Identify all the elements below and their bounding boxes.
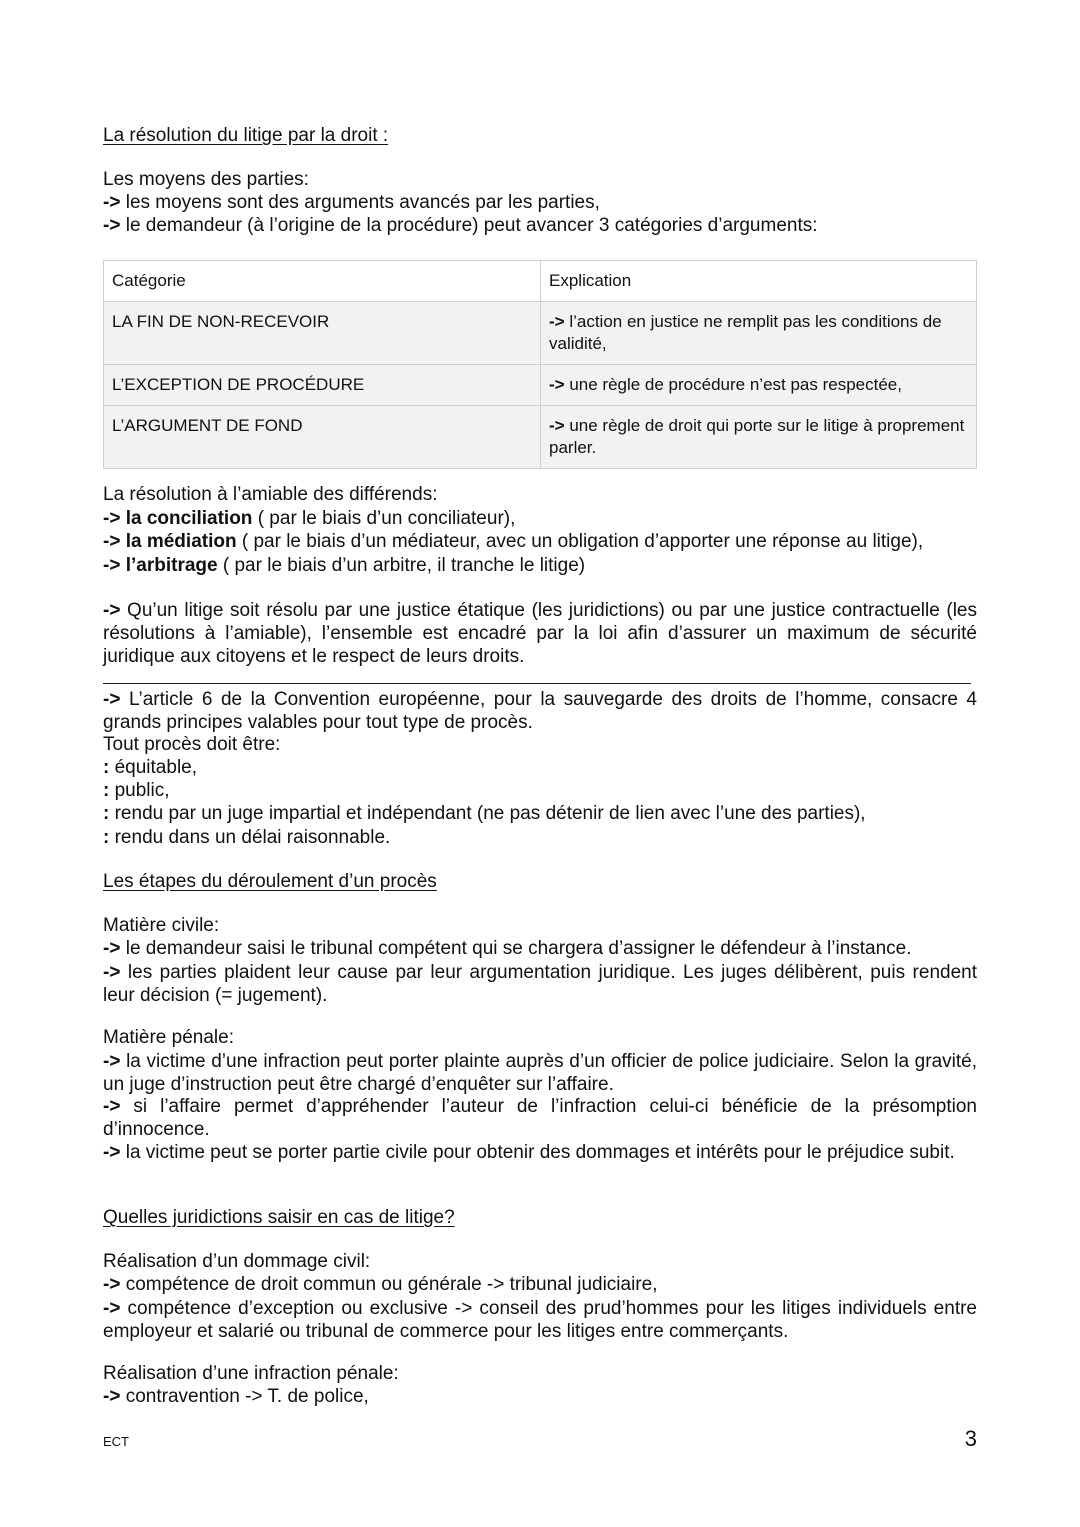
- civile-line-1: -> le demandeur saisi le tribunal compétent qui se chargera d’assigner le défendeur à l’instance.: [103, 938, 912, 959]
- principle-item: : équitable,: [103, 757, 198, 778]
- civile-line-2: -> les parties plaident leur cause par leur argumentation juridique. Les juges délibèrent, puis rendent leur décision (= jugement).: [103, 962, 977, 1006]
- table-cell-category: L’ARGUMENT DE FOND: [104, 406, 541, 469]
- moyens-intro: Les moyens des parties:: [103, 169, 309, 190]
- arrow-marker: ->: [549, 375, 565, 394]
- dommage-line-2: -> compétence d’exception ou exclusive -> conseil des prud’hommes pour les litiges individuels entre employeur et salarié ou tribunal de commerce pour les litiges entre commerçants.: [103, 1298, 977, 1342]
- penale-line-1: -> la victime d’une infraction peut porter plainte auprès d’un officier de police judiciaire. Selon la gravité, un juge d’instruction peut être chargé d’enquêter sur l’affaire.: [103, 1051, 977, 1095]
- table-row: [104, 406, 977, 469]
- justice-paragraph: -> Qu’un litige soit résolu par une justice étatique (les juridictions) ou par une justice contractuelle (les résolutions à l’amiable), l’ensemble est encadré par la loi afin d’assurer un maximum de sécurité juridique aux citoyens et le respect de leurs droits.: [103, 600, 977, 667]
- table-cell-explanation: -> l’action en justice ne remplit pas les conditions de validité,: [541, 302, 977, 365]
- amiable-item-arbitrage: -> l’arbitrage ( par le biais d’un arbitre, il tranche le litige): [103, 555, 586, 576]
- table-cell-explanation: -> une règle de procédure n’est pas respectée,: [541, 365, 977, 406]
- arrow-marker: ->: [103, 938, 121, 959]
- colon-marker: :: [103, 803, 110, 824]
- moyens-line-1: -> les moyens sont des arguments avancés par les parties,: [103, 192, 600, 213]
- principle-item: : public,: [103, 780, 170, 801]
- arrow-marker: ->: [103, 962, 121, 983]
- arrow-marker: ->: [103, 1142, 121, 1163]
- footer-label: ECT: [103, 1434, 129, 1449]
- table-header-row: [104, 261, 977, 302]
- article-6-paragraph: -> L’article 6 de la Convention européenne, pour la sauvegarde des droits de l’homme, consacre 4 grands principes valables pour tout type de procès.: [103, 689, 977, 733]
- section-title-resolution: La résolution du litige par la droit :: [103, 125, 389, 146]
- colon-marker: :: [103, 780, 110, 801]
- arguments-table: [103, 260, 977, 469]
- dommage-line-1: -> compétence de droit commun ou générale -> tribunal judiciaire,: [103, 1274, 658, 1295]
- infraction-penale-heading: Réalisation d’une infraction pénale:: [103, 1363, 399, 1384]
- penale-line-2: -> si l’affaire permet d’appréhender l’auteur de l’infraction celui-ci bénéficie de la présomption d’innocence.: [103, 1096, 977, 1140]
- horizontal-divider: [103, 683, 971, 684]
- section-title-juridictions: Quelles juridictions saisir en cas de litige?: [103, 1207, 455, 1228]
- arrow-marker: ->: [103, 1096, 121, 1117]
- infraction-line-1: -> contravention -> T. de police,: [103, 1386, 369, 1407]
- arrow-marker: ->: [103, 215, 121, 236]
- arrow-marker: ->: [103, 531, 121, 552]
- arrow-marker: ->: [103, 1298, 121, 1319]
- amiable-item-mediation: -> la médiation ( par le biais d’un médiateur, avec un obligation d’apporter une réponse au litige),: [103, 531, 924, 552]
- dommage-civil-heading: Réalisation d’un dommage civil:: [103, 1251, 371, 1272]
- arrow-marker: ->: [103, 192, 121, 213]
- arrow-marker: ->: [549, 312, 565, 331]
- penale-line-3: -> la victime peut se porter partie civile pour obtenir des dommages et intérêts pour le préjudice subit.: [103, 1142, 955, 1163]
- page-number: 3: [964, 1426, 977, 1451]
- arrow-marker: ->: [103, 508, 121, 529]
- colon-marker: :: [103, 757, 110, 778]
- table-cell-category: LA FIN DE NON-RECEVOIR: [104, 302, 541, 365]
- moyens-line-2: -> le demandeur (à l’origine de la procédure) peut avancer 3 catégories d’arguments:: [103, 215, 818, 236]
- table-header-explication: Explication: [541, 261, 977, 302]
- arrow-marker: ->: [103, 689, 121, 710]
- colon-marker: :: [103, 827, 110, 848]
- table-row: [104, 302, 977, 365]
- matiere-civile-heading: Matière civile:: [103, 915, 220, 936]
- principle-item: : rendu dans un délai raisonnable.: [103, 827, 391, 848]
- table-header-categorie: Catégorie: [104, 261, 541, 302]
- arrow-marker: ->: [103, 1051, 121, 1072]
- amiable-item-conciliation: -> la conciliation ( par le biais d’un conciliateur),: [103, 508, 516, 529]
- table-cell-explanation: -> une règle de droit qui porte sur le litige à proprement parler.: [541, 406, 977, 469]
- proces-intro: Tout procès doit être:: [103, 734, 281, 755]
- matiere-penale-heading: Matière pénale:: [103, 1027, 234, 1048]
- arrow-marker: ->: [549, 416, 565, 435]
- arrow-marker: ->: [103, 600, 121, 621]
- section-title-etapes: Les étapes du déroulement d’un procès: [103, 871, 437, 892]
- table-row: [104, 365, 977, 406]
- arrow-marker: ->: [103, 555, 121, 576]
- arrow-marker: ->: [103, 1386, 121, 1407]
- table-cell-category: L’EXCEPTION DE PROCÉDURE: [104, 365, 541, 406]
- principle-item: : rendu par un juge impartial et indépendant (ne pas détenir de lien avec l’une des parties),: [103, 803, 866, 824]
- amiable-intro: La résolution à l’amiable des différends:: [103, 484, 438, 505]
- arrow-marker: ->: [103, 1274, 121, 1295]
